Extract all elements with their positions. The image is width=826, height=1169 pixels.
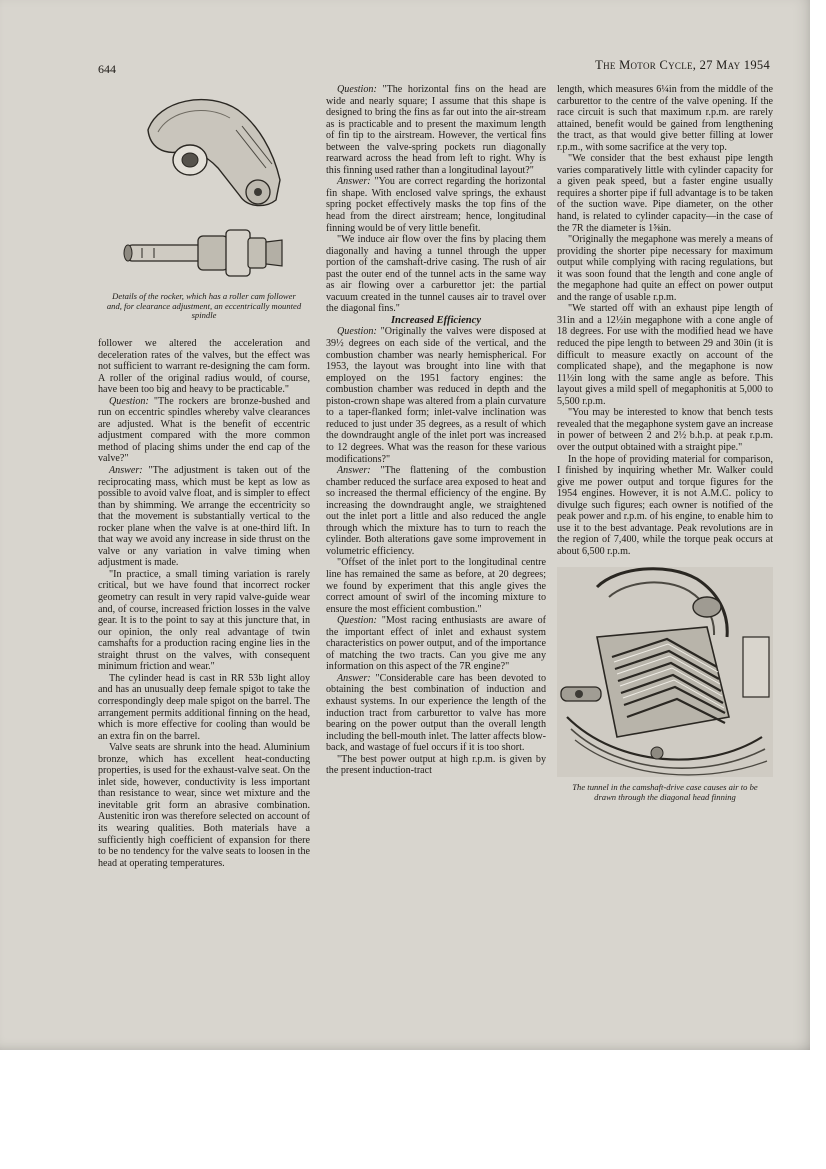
paragraph xyxy=(326,84,546,176)
question-label: Question: xyxy=(337,615,377,627)
paragraph: "You may be interested to know that bench tests revealed that the megaphone system gave an increase in power of between 2 and 2½ b.h.p. at peak r.p.m. over the output obtained with a straight pipe." xyxy=(557,407,773,453)
question-label: Question: xyxy=(337,326,377,338)
answer-label: Answer: xyxy=(337,672,371,684)
section-heading: Increased Efficiency xyxy=(390,314,482,326)
paragraph-text: "The flattening of the combustion chamber reduced the surface area exposed to heat and so increased the thermal efficiency of the engine. By increasing the downdraught angle, we straightened out the inlet port a little and also reduced the angle through which the mixture has to turn to reach the cylinder. Both alterations gave some improvement in volumetric efficiency. xyxy=(326,465,546,557)
paragraph: length, which measures 6¼in from the middle of the carburettor to the centre of the valve opening. If the race circuit is such that maximum r.p.m. are rarely attained, benefit would be gained from lengthening the tract, as that would give better filling at lower r.p.m., with some sacrifice at the very top. xyxy=(557,84,773,153)
answer-label: Answer: xyxy=(337,465,371,477)
paragraph-text: "The adjustment is taken out of the reciprocating mass, which must be kept as low as possible to avoid valve float, and is simpler to effect than by shimming. We arrange the eccentricity so that the movement is substantially vertical to the rocker plane when the valve is at one-third lift. In that way we avoid any increase in side thrust on the valve or any variation in valve timing when adjustment is made. xyxy=(98,465,310,569)
column-1 xyxy=(98,90,310,869)
paragraph: In the hope of providing material for comparison, I finished by inquiring whether Mr. Walker could give me power output and torque figures for the 1954 engines. However, it is not A.M.C. policy to divulge such figures; each owner is notified of the peak power and r.p.m. of his engine, to enable him to use it to the best advantage. Peak revolutions are in the region of 7,400, while the torque peak occurs at about 6,500 r.p.m. xyxy=(557,453,773,557)
paragraph-text: "Most racing enthusiasts are aware of the important effect of inlet and exhaust system characteristics on power output, and of the importance of matching the two tracts. Can you give me any information on this aspect of the 7R engine?" xyxy=(326,615,546,673)
running-head: The Motor Cycle, 27 May 1954 xyxy=(595,58,770,72)
paragraph: "In practice, a small timing variation is rarely critical, but we have found that incorrect rocker geometry can result in very rapid valve-guide wear and, of course, increased friction losses in the valve gear. It is to the point to say at this juncture that, in our opinion, the only real advantage of twin camshafts for a production racing engine lies in the straight thrust on the valves, with consequent minimum friction and wear." xyxy=(98,568,310,673)
rocker-caption: Details of the rocker, which has a roller cam follower and, for clearance adjustment, an eccentrically mounted spindle xyxy=(106,291,302,321)
paragraph xyxy=(326,673,546,754)
paragraph-text: "Considerable care has been devoted to obtaining the best combination of induction and exhaust systems. In our experience the length of the induction tract from carburettor to valve has more bearing on the power output than the overall length including the bell-mouth inlet. The latter affects blow-back, and wastage of fuel occurs if it is too short. xyxy=(326,672,546,754)
page-number: 644 xyxy=(98,62,116,76)
paragraph: The cylinder head is cast in RR 53b light alloy and has an unusually deep female spigot to take the correspondingly deep male spigot on the barrel. The arrangement permits additional finning on the head, which is more effective for cooling than would be an extra fin on the barrel. xyxy=(98,672,310,742)
column-2 xyxy=(326,84,546,777)
paragraph-text: "You are correct regarding the horizontal fin shape. With enclosed valve springs, the exhaust spring pocket effectively masks the top fins of the head from the direct airstream; hence, longitudinal finning would be of very little benefit. xyxy=(326,176,546,234)
answer-label: Answer: xyxy=(109,465,143,477)
paragraph xyxy=(326,465,546,557)
cylinder-head-illustration xyxy=(557,567,773,802)
paragraph: "Originally the megaphone was merely a means of providing the shorter pipe necessary for maximum output while complying with racing regulations, but it was soon found that the length and cone angle of the megaphone had quite an effect on power output and the range of usable r.p.m. xyxy=(557,234,773,303)
rocker-drawing xyxy=(98,90,310,290)
question-label: Question: xyxy=(109,395,149,407)
paragraph: "Offset of the inlet port to the longitudinal centre line has remained the same as before, at 20 degrees; we found by experiment that this angle gives the correct amount of swirl of the incoming mixture to ensure the most efficient combustion." xyxy=(326,557,546,615)
paragraph: "We consider that the best exhaust pipe length varies comparatively little with cylinder capacity for a given peak speed, but a faster engine usually requires a shorter pipe if full advantage is to be taken of the suction wave. Pipe diameter, on the other hand, is related to cylinder capacity—in the case of the 7R the diameter is 1⅝in. xyxy=(557,153,773,234)
paragraph: follower we altered the acceleration and deceleration rates of the valves, but the effect was not sufficient to warrant re-designing the cam form. A roller of the original radius would, of course, have been too big and heavy to be practicable." xyxy=(98,338,310,396)
cylinder-head-drawing xyxy=(557,567,773,777)
question-label: Question: xyxy=(337,84,377,95)
paragraph xyxy=(98,396,310,465)
paragraph: "We induce air flow over the fins by placing them diagonally and having a tunnel through the upper portion of the camshaft-drive casing. The rush of air past the outer end of the tunnel acts in the same way as air flowing over a carburettor jet: the partial vacuum created in the tunnel causes air to travel over the diagonal fins." xyxy=(326,234,546,315)
paragraph xyxy=(326,615,546,673)
answer-label: Answer: xyxy=(337,176,371,188)
paragraph xyxy=(326,326,546,465)
cylinder-head-caption: The tunnel in the camshaft-drive case causes air to be drawn through the diagonal head finning xyxy=(572,781,758,802)
paragraph-text: "Originally the valves were disposed at 39½ degrees on each side of the vertical, and the combustion chamber was nearly hemispherical. For 1953, the layout was brought into line with that employed on the 1951 factory engines: the combustion chamber was reduced in depth and the piston-crown shape was altered from a plain curvature to a taper-flanked form; inlet-valve inclination was reduced to just under 35 degrees, as a result of which the downdraught angle of the inlet port was increased to 12 degrees. What was the reason for these various modifications?" xyxy=(326,326,546,465)
paragraph xyxy=(98,465,310,569)
paragraph: Valve seats are shrunk into the head. Aluminium bronze, which has excellent heat-conducting properties, is used for the exhaust-valve seat. On the inlet side, however, conductivity is less important than resistance to wear, since wet mixture and the inevitable grit form an abrasive combination. Austenitic iron was therefore selected on account of its wearing qualities. Both materials have a sufficiently high coefficient of expansion for there to be no tendency for the valve seats to loosen in the head at operating temperatures. xyxy=(98,742,310,869)
paragraph: "The best power output at high r.p.m. is given by the present induction-tract xyxy=(326,753,546,777)
rocker-illustration xyxy=(98,90,310,321)
paragraph: "We started off with an exhaust pipe length of 31in and a 12½in megaphone with a cone angle of 18 degrees. For use with the modified head we have reduced the pipe length to between 29 and 30in (it is difficult to measure exactly on account of the complicated shape), and the megaphone is now 11½in long with the same angle as before. This layout gives a mild spell of megaphonitis at 5,000 to 5,500 r.p.m. xyxy=(557,303,773,407)
column-3 xyxy=(557,84,773,802)
paragraph xyxy=(326,176,546,234)
paragraph-text: "The horizontal fins on the head are wide and nearly square; I assume that this shape is designed to bring the fins as far out into the air-stream as is practicable and to present the maximum length of fin tip to the airstream. However, the vertical fins between the valve-spring pockets run diagonally rearward across the head from left to right. Why is this finning used rather than a longitudinal layout?" xyxy=(326,84,546,176)
paragraph-text: "The rockers are bronze-bushed and run on eccentric spindles whereby valve clearances are adjusted. What is the benefit of eccentric adjustment compared with the more common method of placing shims under the end cap of the valve?" xyxy=(98,395,310,465)
